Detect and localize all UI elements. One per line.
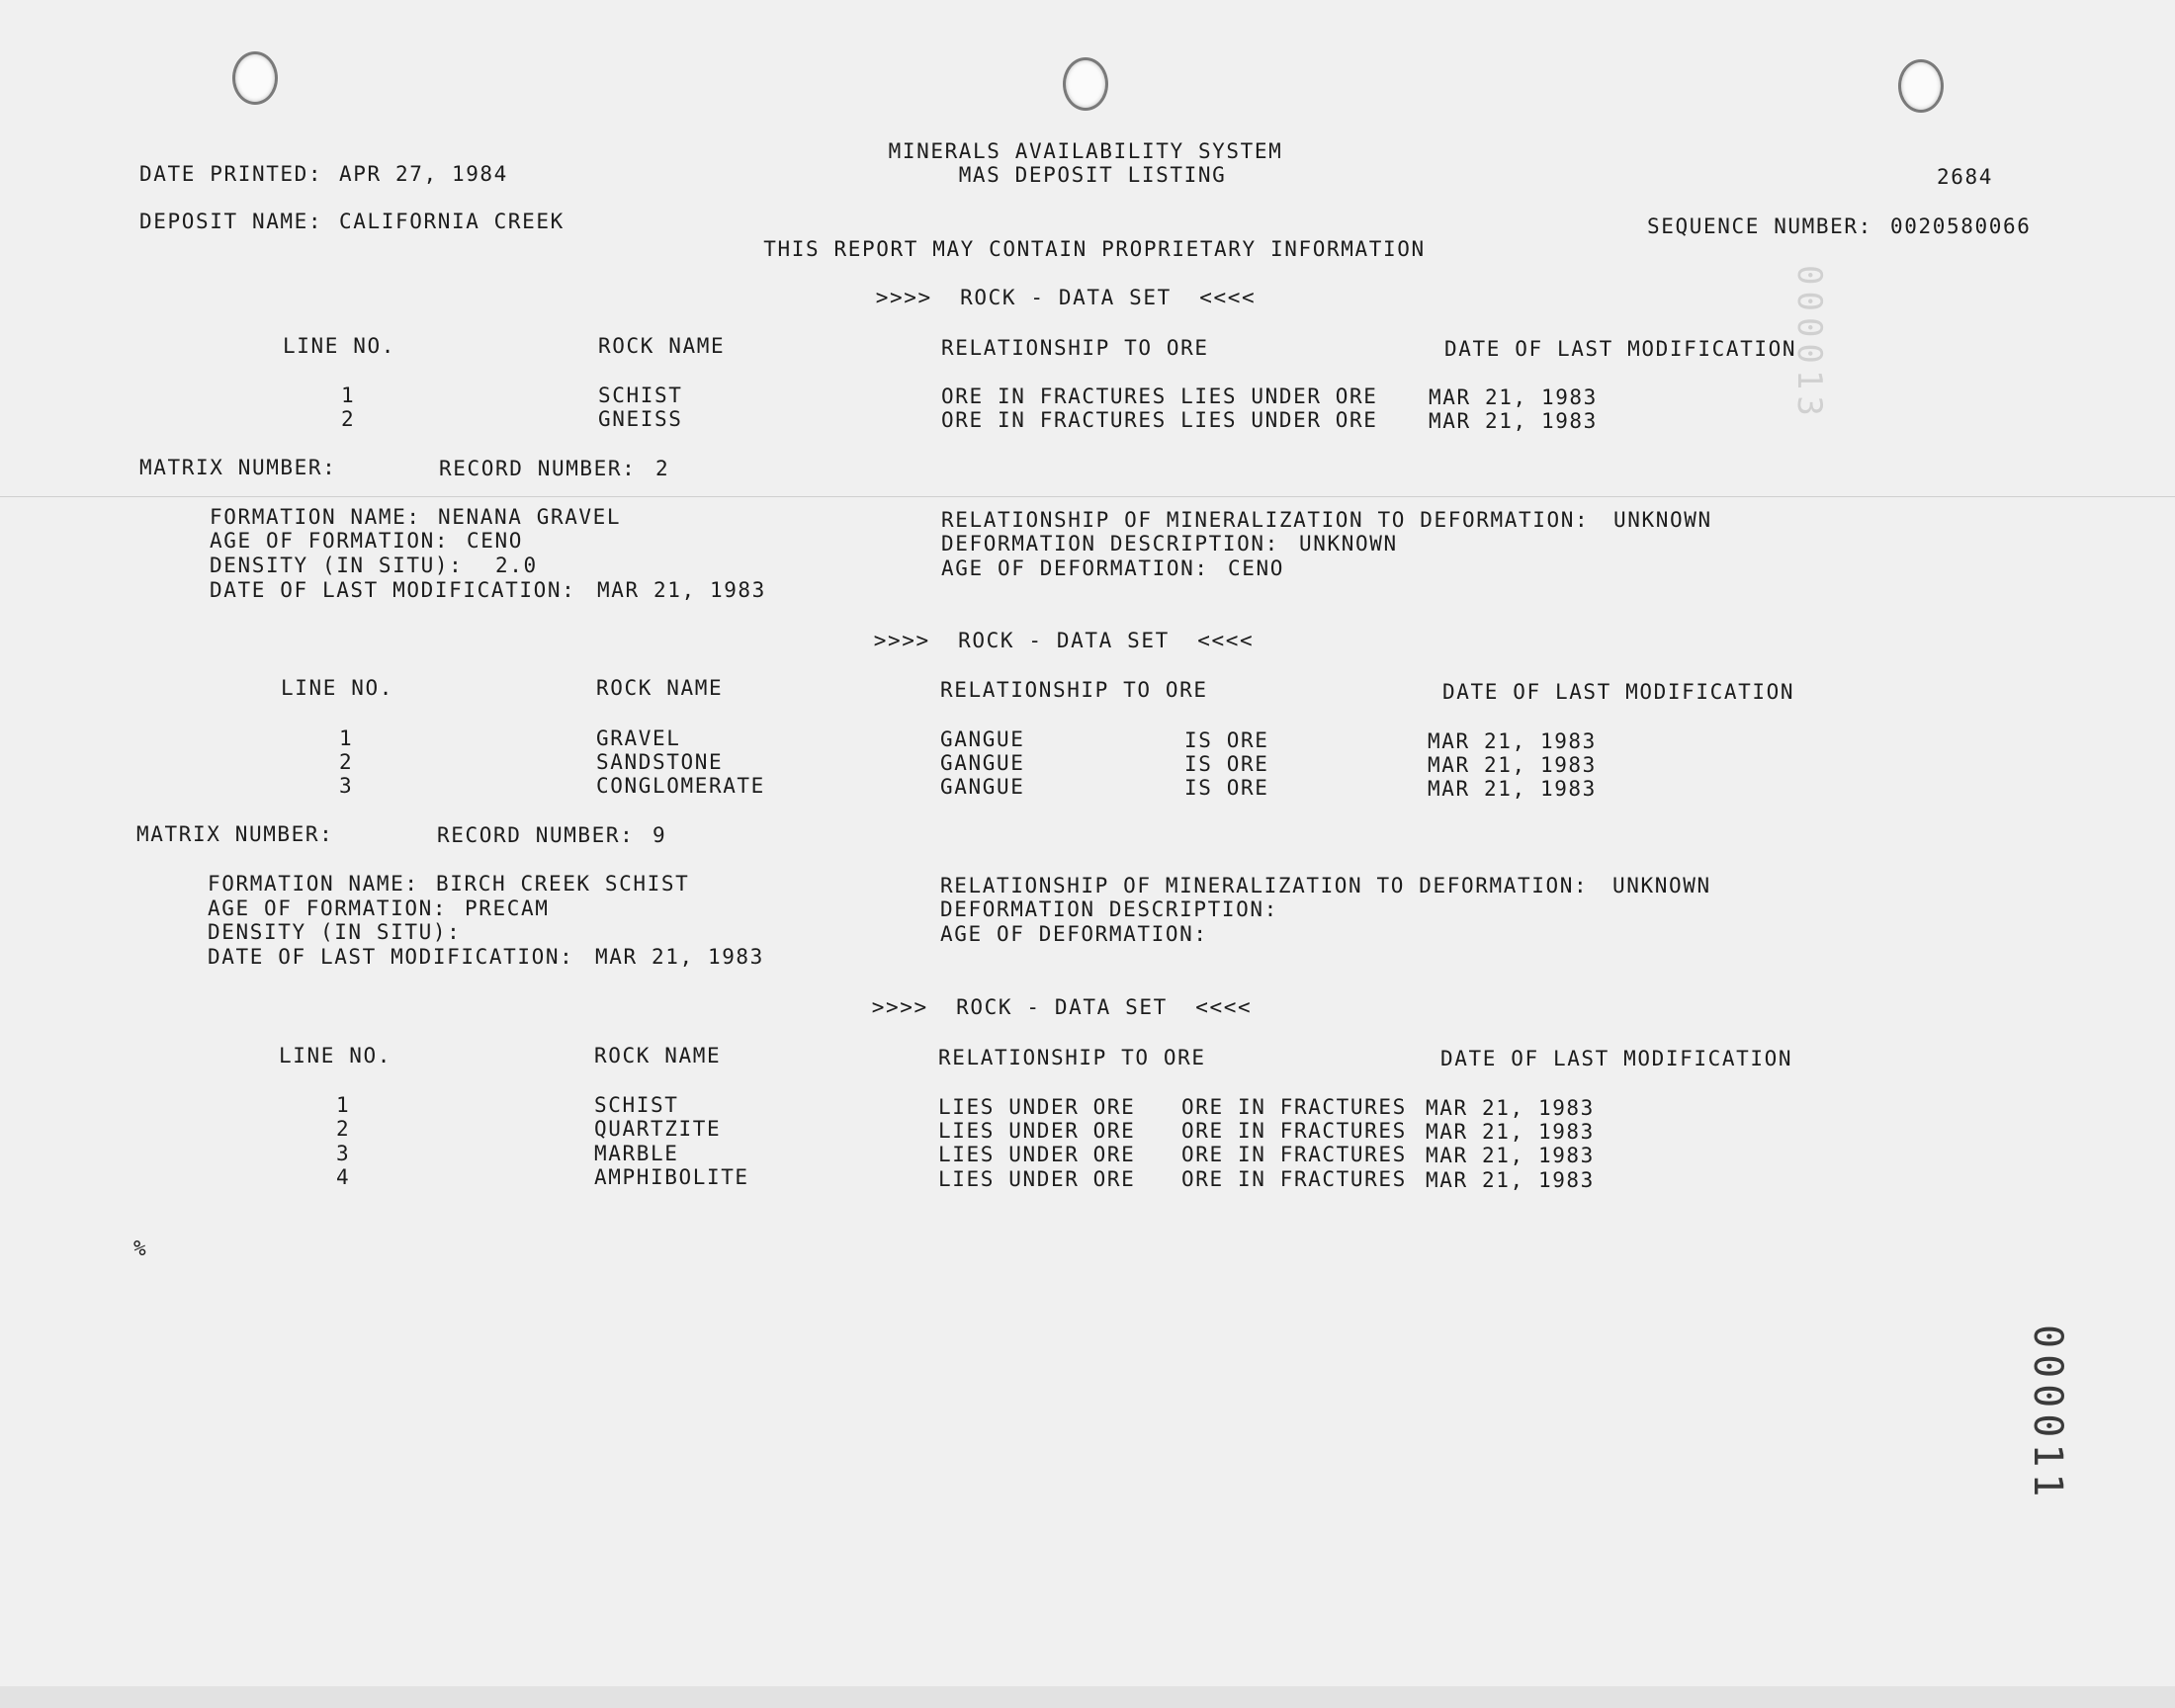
section-title: >>>> ROCK - DATA SET <<<< [871,995,1253,1019]
col-header-date-mod: DATE OF LAST MODIFICATION [1440,1047,1793,1070]
col-header-line-no: LINE NO. [279,1044,392,1068]
row-date: MAR 21, 1983 [1428,753,1597,777]
mineralization-relationship-label: RELATIONSHIP OF MINERALIZATION TO DEFORMATION: [940,874,1589,897]
formation-name: NENANA GRAVEL [438,505,622,529]
formation-date-label: DATE OF LAST MODIFICATION: [208,945,574,969]
row-date: MAR 21, 1983 [1429,385,1598,409]
row-date: MAR 21, 1983 [1426,1144,1595,1167]
row-relationship: ORE IN FRACTURES LIES UNDER ORE [941,384,1378,408]
col-header-date-mod: DATE OF LAST MODIFICATION [1444,337,1797,361]
row-rock-name: SANDSTONE [596,750,724,774]
row-date: MAR 21, 1983 [1428,777,1597,801]
col-header-line-no: LINE NO. [281,676,393,700]
col-header-relationship: RELATIONSHIP TO ORE [938,1046,1206,1069]
ghost-stamp-number: 000013 [1789,265,1829,422]
record-number: 9 [652,823,667,847]
row-rock-name: CONGLOMERATE [596,774,765,798]
record-number-label: RECORD NUMBER: [437,823,635,847]
listing-title: MAS DEPOSIT LISTING [958,163,1227,187]
page-number: 2684 [1937,165,1993,189]
binder-hole-right [1898,59,1944,113]
row-relationship-secondary: ORE IN FRACTURES [1181,1119,1407,1143]
row-relationship: GANGUE [940,775,1025,799]
row-relationship-secondary: IS ORE [1184,752,1269,776]
formation-name-label: FORMATION NAME: [208,872,419,896]
row-relationship-secondary: ORE IN FRACTURES [1181,1143,1407,1166]
matrix-number-label: MATRIX NUMBER: [136,822,334,846]
record-number: 2 [655,457,670,480]
row-line-no: 4 [336,1165,351,1189]
deposit-name: CALIFORNIA CREEK [339,210,565,233]
section-title: >>>> ROCK - DATA SET <<<< [873,629,1255,652]
footer-percent-mark: % [133,1237,148,1260]
row-line-no: 2 [341,407,356,431]
row-date: MAR 21, 1983 [1426,1168,1595,1192]
age-of-formation-label: AGE OF FORMATION: [208,897,448,920]
row-line-no: 3 [339,774,354,798]
col-header-date-mod: DATE OF LAST MODIFICATION [1442,680,1795,704]
density-label: DENSITY (IN SITU): [208,920,462,944]
row-relationship: LIES UNDER ORE [938,1167,1136,1191]
deposit-name-label: DEPOSIT NAME: [139,210,323,233]
age-of-formation: CENO [467,529,523,553]
col-header-rock-name: ROCK NAME [594,1044,722,1068]
record-number-label: RECORD NUMBER: [439,457,637,480]
row-relationship: ORE IN FRACTURES LIES UNDER ORE [941,408,1378,432]
matrix-number-label: MATRIX NUMBER: [139,456,337,479]
row-line-no: 1 [339,726,354,750]
age-of-formation: PRECAM [465,897,550,920]
deformation-description-label: DEFORMATION DESCRIPTION: [940,897,1278,921]
row-relationship: GANGUE [940,751,1025,775]
col-header-relationship: RELATIONSHIP TO ORE [940,678,1208,702]
row-rock-name: MARBLE [594,1142,679,1165]
row-date: MAR 21, 1983 [1428,729,1597,753]
sequence-number: 0020580066 [1890,214,2032,238]
row-date: MAR 21, 1983 [1426,1096,1595,1120]
system-title: MINERALS AVAILABILITY SYSTEM [888,139,1283,163]
row-relationship-secondary: ORE IN FRACTURES [1181,1167,1407,1191]
proprietary-notice: THIS REPORT MAY CONTAIN PROPRIETARY INFORMATION [763,237,1426,261]
stamp-number: 000011 [2025,1324,2070,1503]
formation-date-label: DATE OF LAST MODIFICATION: [210,578,576,602]
col-header-relationship: RELATIONSHIP TO ORE [941,336,1209,360]
row-relationship-secondary: IS ORE [1184,728,1269,752]
age-of-deformation-label: AGE OF DEFORMATION: [940,922,1208,946]
density-label: DENSITY (IN SITU): [210,554,464,577]
row-relationship: GANGUE [940,727,1025,751]
row-line-no: 3 [336,1142,351,1165]
row-relationship: LIES UNDER ORE [938,1143,1136,1166]
row-rock-name: GNEISS [598,407,683,431]
age-of-deformation: CENO [1228,556,1284,580]
col-header-line-no: LINE NO. [283,334,395,358]
row-rock-name: GRAVEL [596,726,681,750]
row-rock-name: SCHIST [594,1093,679,1117]
page-edge-line [0,496,2175,497]
age-of-deformation-label: AGE OF DEFORMATION: [941,556,1209,580]
row-relationship-secondary: IS ORE [1184,776,1269,800]
formation-date: MAR 21, 1983 [595,945,764,969]
mineralization-relationship: UNKNOWN [1612,874,1711,897]
row-line-no: 2 [339,750,354,774]
sequence-number-label: SEQUENCE NUMBER: [1647,214,1872,238]
formation-name-label: FORMATION NAME: [210,505,421,529]
date-printed: APR 27, 1984 [339,162,508,186]
row-rock-name: AMPHIBOLITE [594,1165,749,1189]
binder-hole-left [232,51,278,105]
row-relationship: LIES UNDER ORE [938,1119,1136,1143]
row-line-no: 2 [336,1117,351,1141]
row-line-no: 1 [341,384,356,407]
binder-hole-center [1063,57,1108,111]
formation-date: MAR 21, 1983 [597,578,766,602]
col-header-rock-name: ROCK NAME [598,334,726,358]
mineralization-relationship-label: RELATIONSHIP OF MINERALIZATION TO DEFORMATION: [941,508,1590,532]
row-date: MAR 21, 1983 [1429,409,1598,433]
deformation-description: UNKNOWN [1299,532,1398,555]
age-of-formation-label: AGE OF FORMATION: [210,529,450,553]
mineralization-relationship: UNKNOWN [1613,508,1712,532]
row-rock-name: SCHIST [598,384,683,407]
date-printed-label: DATE PRINTED: [139,162,323,186]
col-header-rock-name: ROCK NAME [596,676,724,700]
formation-name: BIRCH CREEK SCHIST [436,872,690,896]
row-line-no: 1 [336,1093,351,1117]
section-title: >>>> ROCK - DATA SET <<<< [875,286,1257,309]
row-relationship: LIES UNDER ORE [938,1095,1136,1119]
row-rock-name: QUARTZITE [594,1117,722,1141]
scan-bottom-band [0,1686,2175,1708]
row-relationship-secondary: ORE IN FRACTURES [1181,1095,1407,1119]
row-date: MAR 21, 1983 [1426,1120,1595,1144]
deformation-description-label: DEFORMATION DESCRIPTION: [941,532,1279,555]
density: 2.0 [495,554,538,577]
